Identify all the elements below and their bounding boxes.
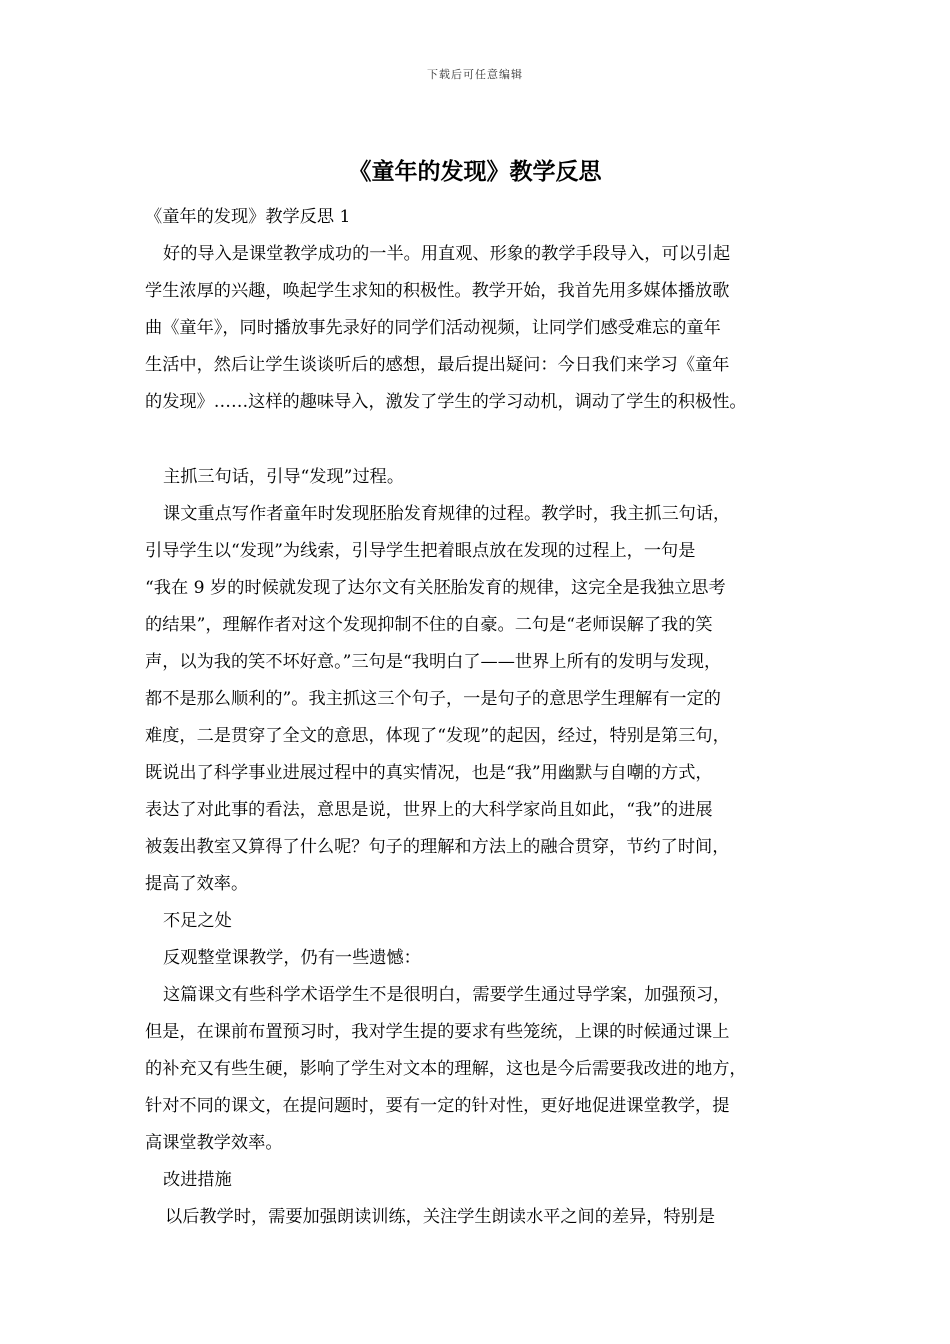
text-line: 《童年的发现》教学反思 1 [145,207,351,227]
text-line: 主抓三句话，引导“发现”过程。 [163,467,405,487]
text-line: 生活中，然后让学生谈谈听后的感想，最后提出疑问：今日我们来学习《童年 [145,355,730,375]
text-line: 不足之处 [163,911,232,931]
text-line: 难度，二是贯穿了全文的意思，体现了“发现”的起因，经过，特别是第三句， [145,726,730,746]
text-line: 以后教学时，需要加强朗读训练，关注学生朗读水平之间的差异，特别是 [165,1207,716,1227]
blank-line [145,421,825,459]
text-line: 改进措施 [163,1170,232,1190]
text-line: 曲《童年》，同时播放事先录好的同学们活动视频，让同学们感受难忘的童年 [145,318,721,338]
text-line: 反观整堂课教学，仍有一些遗憾： [163,948,421,968]
text-line: 表达了对此事的看法，意思是说，世界上的大科学家尚且如此，“我”的进展 [145,800,713,820]
text-line: 提高了效率。 [145,874,249,894]
text-line: 但是，在课前布置预习时，我对学生提的要求有些笼统，上课的时候通过课上 [145,1022,730,1042]
text-line: 学生浓厚的兴趣，唤起学生求知的积极性。教学开始，我首先用多媒体播放歌 [145,281,730,301]
text-line: 针对不同的课文，在提问题时，要有一定的针对性，更好地促进课堂教学，提 [145,1096,730,1116]
document-body [145,199,825,1236]
text-line: 课文重点写作者童年时发现胚胎发育规律的过程。教学时，我主抓三句话， [163,504,731,524]
text-line: 的发现》……这样的趣味导入，激发了学生的学习动机，调动了学生的积极性。 [145,392,747,412]
text-line: “我在 9 岁的时候就发现了达尔文有关胚胎发育的规律，这完全是我独立思考 [145,578,726,598]
text-line: 的结果”，理解作者对这个发现抑制不住的自豪。二句是“老师误解了我的笑 [145,615,713,635]
text-line: 声，以为我的笑不坏好意。”三句是“我明白了——世界上所有的发明与发现， [145,652,722,672]
text-line: 都不是那么顺利的”。我主抓这三个句子，一是句子的意思学生理解有一定的 [145,689,721,709]
text-line: 这篇课文有些科学术语学生不是很明白，需要学生通过导学案，加强预习， [163,985,731,1005]
text-line: 引导学生以“发现”为线索，引导学生把着眼点放在发现的过程上，一句是 [145,541,696,561]
text-line: 被轰出教室又算得了什么呢？句子的理解和方法上的融合贯穿，节约了时间， [145,837,730,857]
text-line: 既说出了科学事业进展过程中的真实情况，也是“我”用幽默与自嘲的方式， [145,763,713,783]
text-line: 好的导入是课堂教学成功的一半。用直观、形象的教学手段导入，可以引起 [163,244,731,264]
header-note: 下载后可任意编辑 [427,68,523,81]
document-title: 《童年的发现》教学反思 [348,159,602,185]
text-line: 高课堂教学效率。 [145,1133,283,1153]
text-line: 的补充又有些生硬，影响了学生对文本的理解，这也是今后需要我改进的地方， [145,1059,747,1079]
